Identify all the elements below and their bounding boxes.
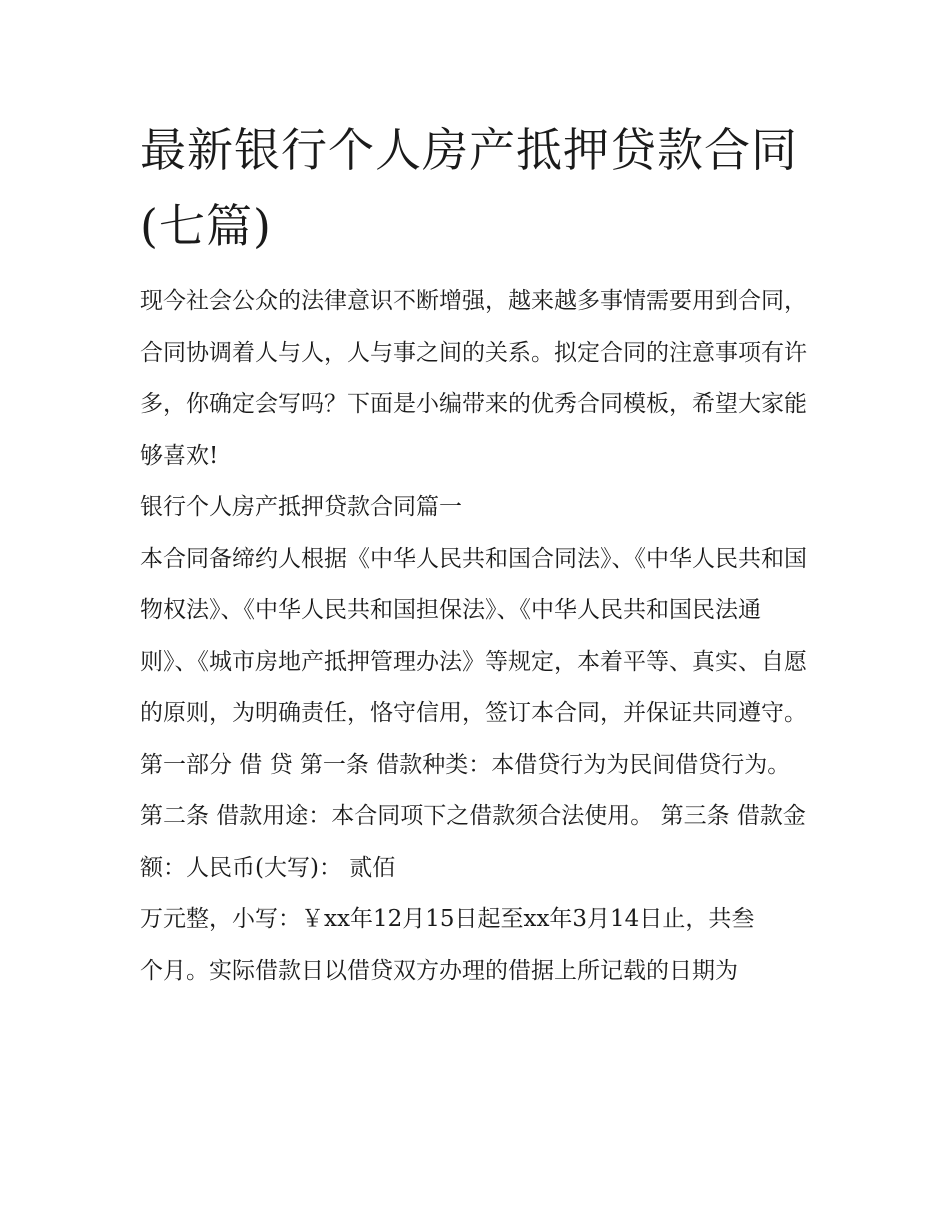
document-body (140, 112, 815, 997)
intro-paragraph: 现今社会公众的法律意识不断增强，越来越多事情需要用到合同，合同协调着人与人，人与事之间的关系。拟定合同的注意事项有许多，你确定会写吗？下面是小编带来的优秀合同模板，希望大家能够喜欢! (140, 288, 807, 469)
section-heading: 银行个人房产抵押贷款合同篇一 (140, 494, 462, 520)
loan-terms-paragraph: 第一部分 借 贷 第一条 借款种类：本借贷行为为民间借贷行为。 第二条 借款用途：本合同项下之借款须合法使用。 第三条 借款金额：人民币(大写)： 贰佰 (140, 751, 806, 881)
loan-date-paragraph: 个月。实际借款日以借贷双方办理的借据上所记载的日期为 (140, 957, 738, 984)
contract-preamble-paragraph: 本合同备缔约人根据《中华人民共和国合同法》、《中华人民共和国物权法》、《中华人民共和国担保法》、《中华人民共和国民法通则》、《城市房地产抵押管理办法》等规定，本着平等、真实、自愿的原则，为明确责任，恪守信用，签订本合同，并保证共同遵守。 (140, 545, 807, 726)
loan-amount-paragraph: 万元整，小写：￥xx年12月15日起至xx年3月14日止，共叁 (140, 906, 755, 932)
document-title: 最新银行个人房产抵押贷款合同(七篇) (140, 123, 798, 253)
